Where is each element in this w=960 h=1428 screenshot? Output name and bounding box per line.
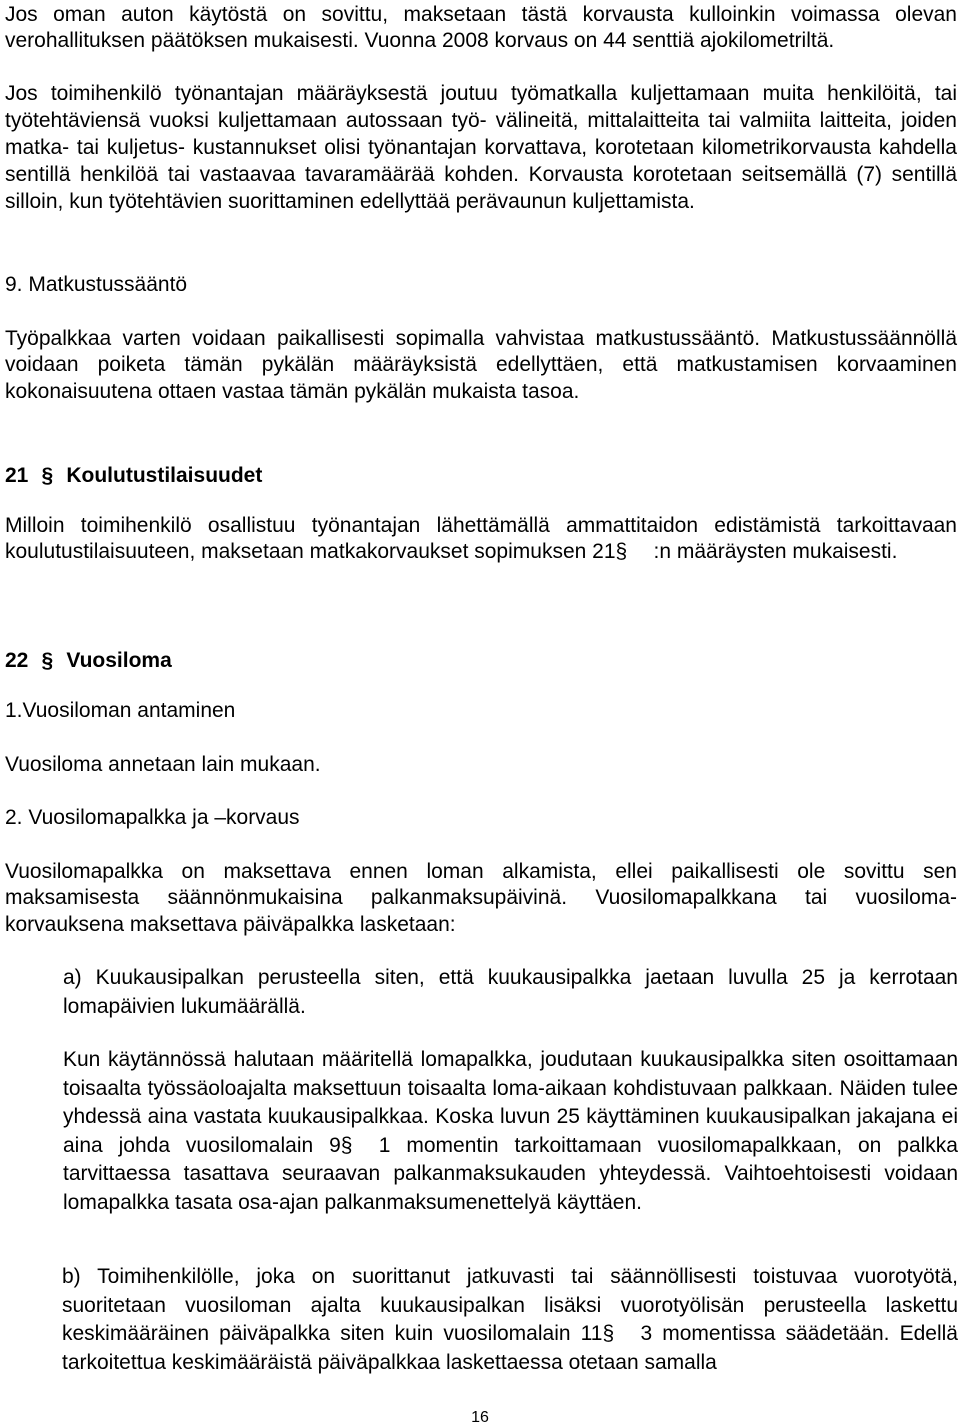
paragraph-annual-leave: Vuosiloma annetaan lain mukaan. <box>5 753 321 776</box>
paragraph-holiday-pay: Vuosilomapalkka on maksettava ennen loman alkamista, ellei paikallisesti ole sovittu sen maksamisesta säännönmukaisina palkanmaksupäivinä. Vuosilomapalkkana tai vuosiloma-korvauksena maksettava päiväpalkka lasketaan: <box>5 860 957 936</box>
section-symbol: § <box>615 540 628 564</box>
paragraph-training <box>5 513 957 566</box>
section-number: 21 <box>5 464 29 487</box>
paragraph-text: 1 momentin tarkoittamaan vuosilomapalkkaan, on palkka tarvittaessa tasattava seuraavan palkanmaksukauden yhteydessä. Vaihtoehtoisesti voidaan lomapalkka tasata osa-ajan palkanmaksumenettelyä käyttäen. <box>63 1133 958 1214</box>
page-number: 16 <box>471 1409 489 1426</box>
section-21-heading <box>5 463 262 489</box>
paragraph-travel-rule: Työpalkkaa varten voidaan paikallisesti sopimalla vahvistaa matkustussääntö. Matkustussäännöllä voidaan poiketa tämän pykälän määräyksistä edellyttäen, että matkustamisen korvaaminen kokonaisuutena ottaen vastaa tämän pykälän mukaista tasoa. <box>5 327 957 403</box>
section-symbol: § <box>41 649 54 672</box>
paragraph-text: :n määräysten mukaisesti. <box>653 540 898 564</box>
paragraph-own-car: Jos oman auton käytöstä on sovittu, maksetaan tästä korvausta kulloinkin voimassa olevan verohallituksen päätöksen mukaisesti. Vuonna 2008 korvaus on 44 senttiä ajokilometriltä. <box>5 3 957 53</box>
paragraph-text: Milloin toimihenkilö osallistuu työnantajan lähettämällä ammattitaidon edistämistä tarkoittavaan koulutustilaisuuteen, maksetaan matkakorvaukset sopimuksen 21 <box>5 514 957 564</box>
paragraph-text: Kun käytännössä halutaan määritellä lomapalkka, joudutaan kuukausipalkka siten osoittamaan toisaalta työssäoloajalta maksettuun toisaalta loma-aikaan kohdistuvaan palkkaan. Näiden tulee yhdessä aina vastata kuukausipalkkaa. Koska luvun 25 käyttäminen kuukausipalkan jakajana ei aina johda vuosilomalain 9 <box>63 1048 958 1157</box>
paragraph-practice <box>63 1046 958 1218</box>
subheading-vuosiloman-antaminen: 1.Vuosiloman antaminen <box>5 699 236 722</box>
paragraph-item-b <box>62 1263 958 1378</box>
subheading-vuosilomapalkka: 2. Vuosilomapalkka ja –korvaus <box>5 806 300 829</box>
section-number: 22 <box>5 649 29 672</box>
paragraph-passengers: Jos toimihenkilö työnantajan määräyksestä joutuu työmatkalla kuljettamaan muita henkilöitä, tai työtehtäviensä vuoksi kuljettamaan autossaan työ- välineitä, mittalaitteita tai valmiita laitteita, joiden matka- tai kuljetus- kustannukset olisi työnantajan korvattava, korotetaan kilometrikorvausta kahdella sentillä henkilöä tai vastaavaa tavaramäärää kohden. Korvausta korotetaan seitsemällä (7) sentillä silloin, kun työtehtävien suorittaminen edellyttää perävaunun kuljettamista. <box>5 82 957 214</box>
heading-matkustussaanto: 9. Matkustussääntö <box>5 273 188 296</box>
section-symbol: § <box>602 1322 615 1346</box>
section-title: Vuosiloma <box>66 649 172 672</box>
section-title: Koulutustilaisuudet <box>66 464 263 487</box>
section-symbol: § <box>340 1133 353 1157</box>
paragraph-text: 3 momentissa säädetään. Edellä tarkoitettua keskimääräistä päiväpalkkaa laskettaessa otetaan samalla <box>62 1322 958 1375</box>
section-symbol: § <box>41 464 54 487</box>
paragraph-item-a: a) Kuukausipalkan perusteella siten, että kuukausipalkka jaetaan luvulla 25 ja kerrotaan lomapäivien lukumäärällä. <box>63 966 958 1018</box>
section-22-heading <box>5 648 172 674</box>
paragraph-text: b) Toimihenkilölle, joka on suorittanut jatkuvasti tai säännöllisesti toistuvaa vuorotyötä, suoritetaan vuosiloman ajalta kuukausipalkan lisäksi vuorotyölisän perusteella laskettu keskimääräinen päiväpalkka siten kuin vuosilomalain 11 <box>62 1265 958 1346</box>
